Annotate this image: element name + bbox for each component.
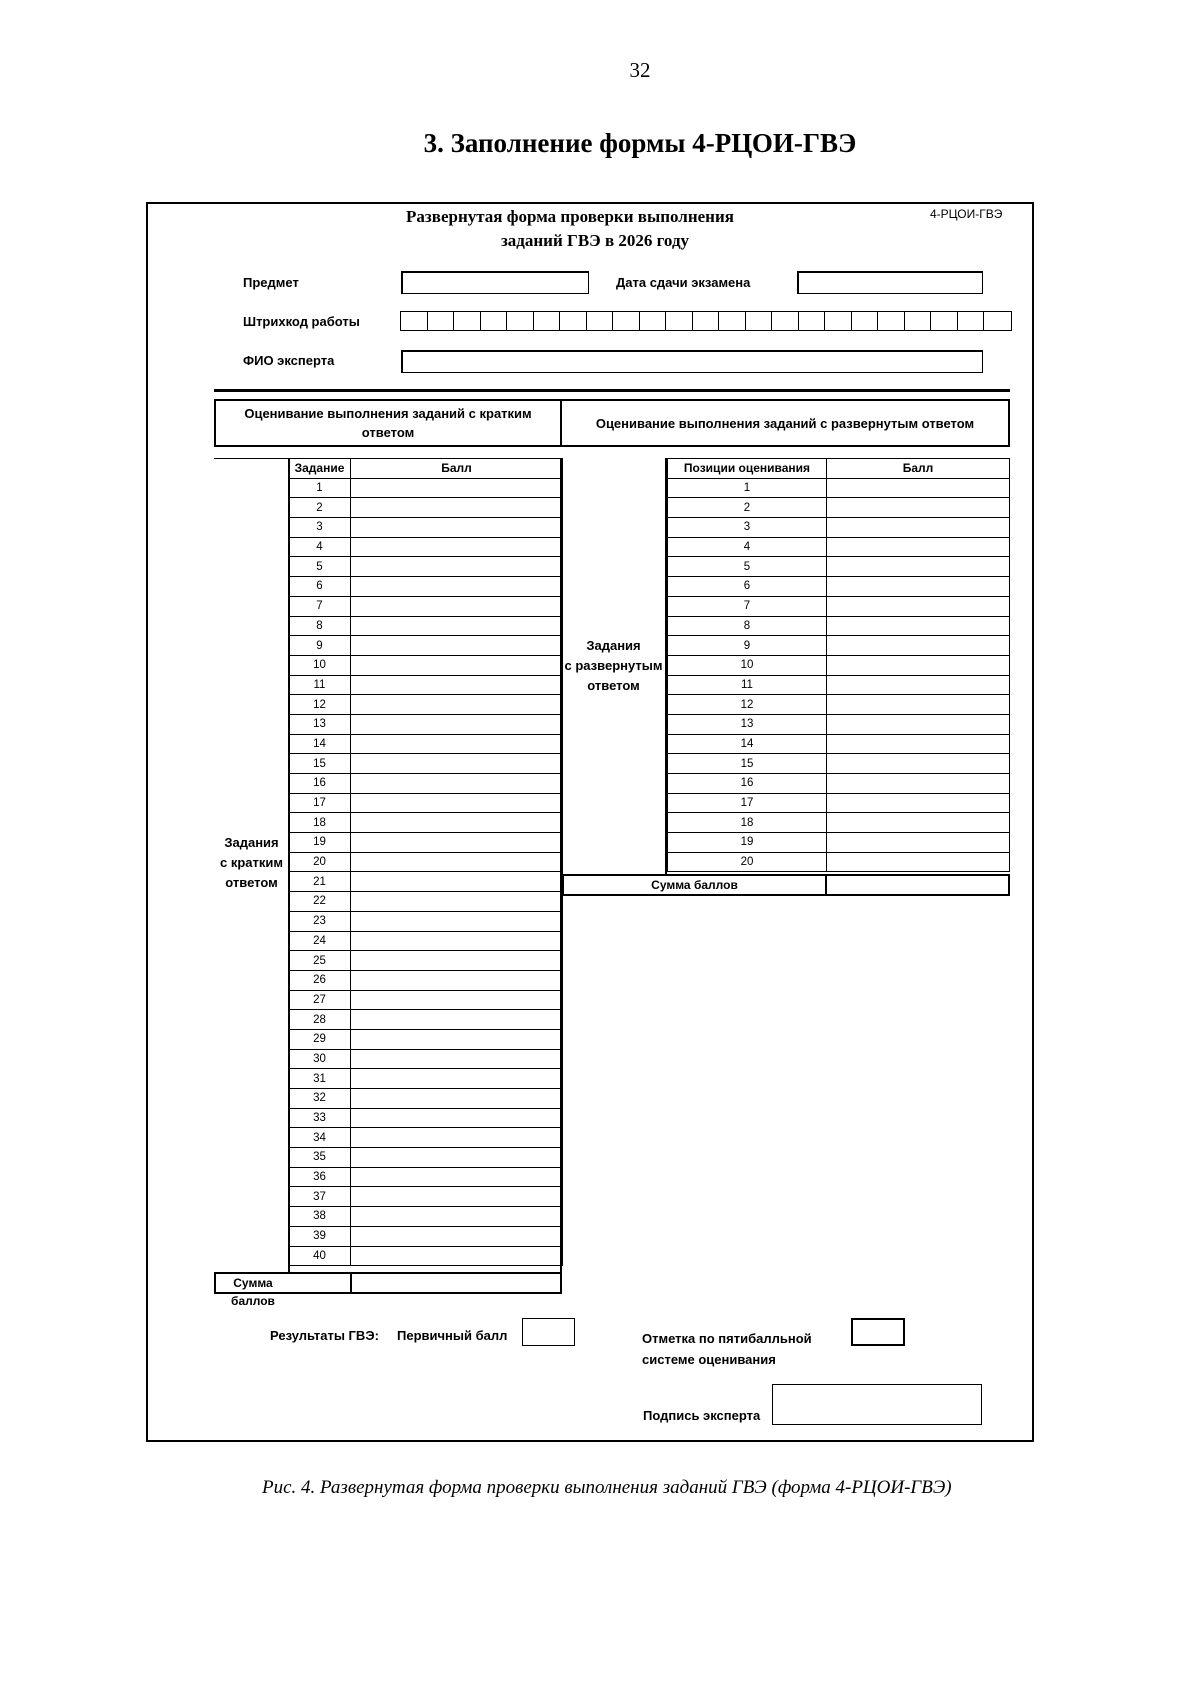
long-side-label-line2: с развернутым [564,658,663,673]
barcode-cell[interactable] [428,312,455,330]
short-answer-header [214,399,562,447]
grade-label [642,1328,812,1370]
short-table-row [289,1089,563,1109]
short-table-row [289,774,563,794]
short-table-row-number: 8 [289,616,351,636]
short-table-row-score-cell[interactable] [351,754,563,774]
short-table-row [289,1187,563,1207]
long-table-row [668,557,1010,577]
long-answer-header [560,399,1010,447]
short-table-row [289,596,563,616]
barcode-cell[interactable] [507,312,534,330]
short-table-row-score-cell[interactable] [351,675,563,695]
barcode-cell[interactable] [931,312,958,330]
short-table-row [289,478,563,498]
long-sum-label: Сумма баллов [562,874,827,896]
barcode-cell[interactable] [640,312,667,330]
long-table-row-score-cell[interactable] [827,793,1010,813]
divider-rule [214,389,1010,392]
short-table-left-border [288,458,290,1272]
long-side-label-line3: ответом [587,678,640,693]
long-table-row-score-cell[interactable] [827,616,1010,636]
short-table-row-number: 6 [289,577,351,597]
long-table-row [668,655,1010,675]
short-table-header-row [289,459,563,479]
short-table-row [289,872,563,892]
signature-field[interactable] [772,1384,982,1425]
barcode-cell[interactable] [401,312,428,330]
form-title-line2: заданий ГВЭ в 2026 году [500,231,690,250]
exam-date-field[interactable] [797,271,983,294]
short-table-row [289,931,563,951]
short-table-row-score-cell[interactable] [351,734,563,754]
short-header-line2: ответом [361,425,415,440]
long-table-row [668,774,1010,794]
long-table-row [668,833,1010,853]
long-table-row-score-cell[interactable] [827,695,1010,715]
short-table-row-score-cell[interactable] [351,1167,563,1187]
grade-label-line1: Отметка по пятибалльной [642,1331,812,1346]
short-side-label-line2: с кратким [219,855,283,870]
short-table-row-score-cell[interactable] [351,1049,563,1069]
barcode-cell[interactable] [799,312,826,330]
short-table-row-score-cell[interactable] [351,813,563,833]
short-col-task-header: Задание [289,459,351,479]
long-table-row [668,852,1010,872]
long-table-row [668,813,1010,833]
long-table-row [668,636,1010,656]
barcode-cell[interactable] [534,312,561,330]
short-table-row [289,951,563,971]
short-table-row-score-cell[interactable] [351,498,563,518]
short-table-row [289,970,563,990]
short-table-row [289,911,563,931]
barcode-cell[interactable] [666,312,693,330]
short-table-row [289,793,563,813]
short-table-row-score-cell[interactable] [351,478,563,498]
short-table-row-number: 4 [289,537,351,557]
short-table-row-number: 17 [289,793,351,813]
exam-date-label: Дата сдачи экзамена [616,275,751,290]
long-col-position-header: Позиции оценивания [668,459,827,479]
barcode-cell[interactable] [825,312,852,330]
long-table-row [668,478,1010,498]
short-table-row-score-cell[interactable] [351,990,563,1010]
short-table-row [289,577,563,597]
short-table-row-score-cell[interactable] [351,518,563,538]
short-table-row-score-cell[interactable] [351,970,563,990]
long-table-row-number: 2 [668,498,827,518]
short-table-row-score-cell[interactable] [351,714,563,734]
short-sum-value[interactable] [350,1272,562,1294]
long-table-header-row [668,459,1010,479]
barcode-field[interactable] [400,311,1012,331]
short-table-row-number: 20 [289,852,351,872]
long-table-row-number: 19 [668,833,827,853]
short-table-row-score-cell[interactable] [351,1148,563,1168]
long-side-label [560,636,667,696]
short-table-row-number: 2 [289,498,351,518]
short-side-top-rule [214,458,289,459]
short-table-row [289,1148,563,1168]
short-table-row-number: 11 [289,675,351,695]
short-table-row [289,636,563,656]
short-table-row [289,1108,563,1128]
short-table-row-score-cell[interactable] [351,537,563,557]
short-table-row-score-cell[interactable] [351,951,563,971]
barcode-cell[interactable] [587,312,614,330]
short-table-row-number: 25 [289,951,351,971]
short-table-row [289,1246,563,1266]
long-table-row-number: 18 [668,813,827,833]
short-table-row-score-cell[interactable] [351,1029,563,1049]
barcode-cell[interactable] [852,312,879,330]
short-table-row [289,1010,563,1030]
short-header-line1: Оценивание выполнения заданий с кратким [244,406,532,421]
long-table-row-score-cell[interactable] [827,734,1010,754]
short-table-row-number: 13 [289,714,351,734]
barcode-cell[interactable] [958,312,985,330]
short-table-row [289,852,563,872]
long-table-row-score-cell[interactable] [827,636,1010,656]
long-table-row-number: 14 [668,734,827,754]
expert-name-label: ФИО эксперта [243,353,335,368]
short-table-row-number: 35 [289,1148,351,1168]
short-table-row-score-cell[interactable] [351,1010,563,1030]
long-table-row-number: 1 [668,478,827,498]
long-table-row-number: 15 [668,754,827,774]
short-table-row [289,714,563,734]
subject-field[interactable] [401,271,589,294]
short-table-row-number: 29 [289,1029,351,1049]
long-table-row-score-cell[interactable] [827,774,1010,794]
long-table-row-number: 12 [668,695,827,715]
section-title: 3. Заполнение формы 4-РЦОИ-ГВЭ [423,128,857,158]
short-side-label [214,833,289,893]
barcode-cell[interactable] [719,312,746,330]
short-table-row-number: 37 [289,1187,351,1207]
long-table-row-number: 20 [668,852,827,872]
short-table-row [289,518,563,538]
short-table-row-number: 36 [289,1167,351,1187]
barcode-cell[interactable] [878,312,905,330]
short-table-row-score-cell[interactable] [351,1187,563,1207]
short-table-row-score-cell[interactable] [351,695,563,715]
short-table-row [289,498,563,518]
long-table-row-score-cell[interactable] [827,833,1010,853]
long-table-row-score-cell[interactable] [827,675,1010,695]
long-table-row-score-cell[interactable] [827,754,1010,774]
short-table-row-score-cell[interactable] [351,793,563,813]
long-table-row [668,577,1010,597]
barcode-label: Штрихкод работы [243,314,360,329]
short-table-row [289,1069,563,1089]
short-table-row-score-cell[interactable] [351,931,563,951]
expert-name-field[interactable] [401,350,983,373]
short-table-row [289,1029,563,1049]
short-table-row-score-cell[interactable] [351,833,563,853]
long-table-row [668,537,1010,557]
short-table-row-number: 21 [289,872,351,892]
barcode-cell[interactable] [746,312,773,330]
short-table-row-score-cell[interactable] [351,655,563,675]
short-table-row-score-cell[interactable] [351,892,563,912]
short-table-row-score-cell[interactable] [351,636,563,656]
long-table-row-number: 7 [668,596,827,616]
short-table-row-number: 39 [289,1226,351,1246]
long-table-row [668,695,1010,715]
short-sum-label: Сумма баллов [214,1272,290,1294]
barcode-cell[interactable] [560,312,587,330]
long-side-label-line1: Задания [586,638,641,653]
short-table-row [289,813,563,833]
long-table-row [668,714,1010,734]
short-table-row-number: 26 [289,970,351,990]
barcode-cell[interactable] [481,312,508,330]
page-number: 32 [629,58,651,82]
short-table-row [289,754,563,774]
short-table-row-score-cell[interactable] [351,616,563,636]
long-table-row-score-cell[interactable] [827,813,1010,833]
long-table-row [668,734,1010,754]
short-table-row-number: 1 [289,478,351,498]
short-table-row-score-cell[interactable] [351,557,563,577]
short-table-row-number: 24 [289,931,351,951]
long-answer-table [667,458,1010,872]
long-table-row-score-cell[interactable] [827,596,1010,616]
short-table-row-number: 16 [289,774,351,794]
short-table-row [289,1128,563,1148]
barcode-cell[interactable] [984,312,1011,330]
long-table-row [668,596,1010,616]
short-table-row [289,833,563,853]
long-table-row-score-cell[interactable] [827,655,1010,675]
long-table-row-score-cell[interactable] [827,518,1010,538]
long-table-row-number: 16 [668,774,827,794]
short-table-row-score-cell[interactable] [351,596,563,616]
short-table-row-number: 3 [289,518,351,538]
short-table-row-score-cell[interactable] [351,872,563,892]
long-header-text: Оценивание выполнения заданий с развернутым ответом [595,415,975,431]
short-side-label-line3: ответом [225,875,278,890]
long-table-row [668,754,1010,774]
long-table-row [668,498,1010,518]
short-table-row-number: 27 [289,990,351,1010]
barcode-cell[interactable] [454,312,481,330]
short-table-row [289,734,563,754]
short-table-row-number: 31 [289,1069,351,1089]
short-table-row [289,537,563,557]
subject-label: Предмет [243,275,299,290]
long-table-row [668,793,1010,813]
short-table-row-score-cell[interactable] [351,577,563,597]
short-table-row-number: 23 [289,911,351,931]
long-table-row-score-cell[interactable] [827,498,1010,518]
long-table-row-score-cell[interactable] [827,852,1010,872]
long-table-row-number: 17 [668,793,827,813]
short-table-row-number: 40 [289,1246,351,1266]
short-table-row-score-cell[interactable] [351,1207,563,1227]
short-table-row [289,655,563,675]
short-table-row-number: 14 [289,734,351,754]
short-table-row-score-cell[interactable] [351,774,563,794]
short-table-row [289,892,563,912]
long-table-row-number: 6 [668,577,827,597]
form-code: 4-РЦОИ-ГВЭ [930,207,1003,221]
grade-label-line2: системе оценивания [642,1352,776,1367]
short-table-row-number: 15 [289,754,351,774]
short-table-row-number: 18 [289,813,351,833]
short-sum-gap [288,1272,352,1294]
barcode-cell[interactable] [905,312,932,330]
long-table-row-number: 5 [668,557,827,577]
short-col-score-header: Балл [351,459,563,479]
short-table-row [289,557,563,577]
long-table-row-score-cell[interactable] [827,537,1010,557]
short-table-row-number: 5 [289,557,351,577]
long-table-row [668,518,1010,538]
short-table-row-score-cell[interactable] [351,1108,563,1128]
barcode-cell[interactable] [613,312,640,330]
short-table-row [289,616,563,636]
long-table-row-score-cell[interactable] [827,478,1010,498]
results-label: Результаты ГВЭ: [270,1328,379,1343]
short-table-row-number: 38 [289,1207,351,1227]
long-table-row-number: 10 [668,655,827,675]
short-table-row-score-cell[interactable] [351,1226,563,1246]
short-table-row [289,675,563,695]
long-col-score-header: Балл [827,459,1010,479]
figure-caption: Рис. 4. Развернутая форма проверки выполнения заданий ГВЭ (форма 4-РЦОИ-ГВЭ) [262,1477,952,1498]
long-table-row-number: 3 [668,518,827,538]
barcode-cell[interactable] [772,312,799,330]
long-table-row-number: 11 [668,675,827,695]
short-table-row-score-cell[interactable] [351,1069,563,1089]
short-table-row-number: 33 [289,1108,351,1128]
short-table-row-number: 7 [289,596,351,616]
long-table-row [668,675,1010,695]
short-table-row [289,1049,563,1069]
short-table-row-score-cell[interactable] [351,911,563,931]
short-table-row-number: 19 [289,833,351,853]
short-table-row-number: 32 [289,1089,351,1109]
barcode-cell[interactable] [693,312,720,330]
short-table-row-number: 10 [289,655,351,675]
short-table-row-number: 9 [289,636,351,656]
short-table-row-score-cell[interactable] [351,1128,563,1148]
short-table-row [289,1226,563,1246]
long-table-row-number: 13 [668,714,827,734]
short-table-row-score-cell[interactable] [351,1089,563,1109]
short-answer-table [288,458,563,1266]
primary-score-field[interactable] [522,1318,575,1346]
short-table-row-score-cell[interactable] [351,1246,563,1266]
short-side-label-line1: Задания [224,835,279,850]
short-table-row-number: 22 [289,892,351,912]
short-table-row [289,990,563,1010]
short-table-row [289,1207,563,1227]
primary-score-label: Первичный балл [397,1328,508,1343]
short-table-row-number: 12 [289,695,351,715]
long-table-row-number: 8 [668,616,827,636]
long-sum-value[interactable] [825,874,1010,896]
form-title-line1: Развернутая форма проверки выполнения [406,207,734,226]
long-table-row-score-cell[interactable] [827,714,1010,734]
short-table-row-score-cell[interactable] [351,852,563,872]
signature-label: Подпись эксперта [643,1408,761,1423]
short-table-row-number: 28 [289,1010,351,1030]
short-table-row [289,695,563,715]
short-table-row [289,1167,563,1187]
short-table-row-number: 34 [289,1128,351,1148]
form-title [340,205,800,253]
long-table-row-number: 4 [668,537,827,557]
long-table-row-score-cell[interactable] [827,557,1010,577]
long-table-row [668,616,1010,636]
long-table-row-score-cell[interactable] [827,577,1010,597]
grade-field[interactable] [851,1318,905,1346]
long-table-row-number: 9 [668,636,827,656]
short-table-row-number: 30 [289,1049,351,1069]
